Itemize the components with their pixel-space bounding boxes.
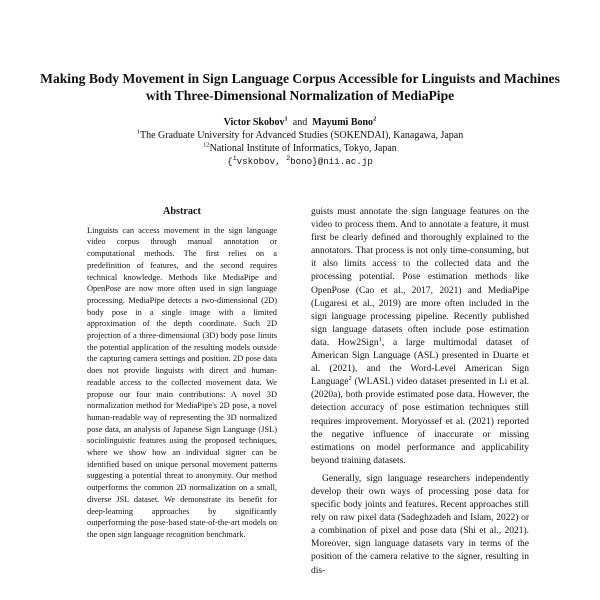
- paper-title: Making Body Movement in Sign Language Corpus Accessible for Linguists and Machines with Three-Dimensional Normalization of MediaPipe: [40, 71, 560, 103]
- author-1: Victor Skobov: [223, 117, 285, 128]
- affiliation-1-mark: 1: [136, 128, 140, 136]
- email-mark-2: 2: [286, 154, 291, 162]
- author-block: [40, 116, 560, 168]
- body-paragraph-1: [311, 206, 529, 468]
- body-p1-part-b: , a large multimodal dataset of American Sign Language (ASL) presented in Duarte et al. (2021), and the Word-Level American Sign Language: [311, 337, 529, 388]
- body-column: [311, 206, 529, 578]
- footnote-mark-1: 1: [378, 335, 382, 343]
- author-connector: and: [292, 117, 308, 128]
- email-mark-1: 1: [232, 154, 237, 162]
- footnote-mark-2: 2: [348, 375, 352, 383]
- abstract-section: [87, 206, 277, 541]
- email-mid: vskobov,: [236, 156, 287, 167]
- affiliation-1-text: The Graduate University for Advanced Studies (SOKENDAI), Kanagawa, Japan: [140, 130, 464, 141]
- author-2-mark: 2: [373, 115, 377, 123]
- affiliation-2: [40, 142, 560, 155]
- body-p1-part-a: guists must annotate the sign language features on the video to process them. And to annotate a feature, it must first be clearly defined and thoroughly explained to the annotators. That process is not only time-consuming, but it also limits access to the collected data and the processing potential. Pose estimation methods like OpenPose (Cao et al., 2017, 2021) and MediaPipe (Lugaresi et al., 2019) are more often included in the sign language processing pipeline. Recently published sign language datasets often include pose estimation data. How2Sign: [311, 207, 529, 348]
- author-names: [40, 116, 560, 129]
- body-p1-part-c: (WLASL) video dataset presented in Li et al. (2020a), both provide estimated pose data. However, the detection accuracy of pose estimation techniques still requires improvement. Moryossef et al. (2021) reported the negative influence of inaccurate or missing estimations on model performance and applicability beyond training datasets.: [311, 377, 529, 466]
- author-emails: [40, 155, 560, 168]
- email-prefix: {: [227, 156, 233, 167]
- affiliation-1: [40, 129, 560, 142]
- abstract-heading: Abstract: [163, 206, 201, 217]
- abstract-text: Linguists can access movement in the sign language video corpus through manual annotation or computational methods. The first relies on a predefinition of features, and the second requires technical knowledge. Methods like MediaPipe and OpenPose are now more often used in sign language processing. MediaPipe detects a two-dimensional (2D) body pose in a single image with a limited approximation of the depth coordinate. Such 2D projection of a three-dimensional (3D) body pose limits the potential application of the resulting models outside the capturing camera settings and position. 2D pose data does not provide linguists with direct and human-readable access to the collected movement data. We propose our four main contributions: A novel 3D normalization method for MediaPipe's 2D pose, a novel human-readable way of representing the 3D normalized pose data, an analysis of Japanese Sign Language (JSL) sociolinguistic features using the proposed techniques, where we show how an individual signer can be identified based on unique personal movement patterns suggesting a potential threat to anonymity. Our method outperforms the common 2D normalization on a small, diverse JSL dataset. We demonstrate its benefit for deep-learning approaches by significantly outperforming the pose-based state-of-the-art models on the open sign language recognition benchmark.: [87, 225, 277, 539]
- email-suffix: bono}@nii.ac.jp: [290, 156, 373, 167]
- author-1-mark: 1: [284, 115, 288, 123]
- author-2: Mayumi Bono: [312, 117, 374, 128]
- body-paragraph-2: Generally, sign language researchers independently develop their own ways of processing pose data for specific body joints and features. Recent approaches still rely on raw pixel data (Sadeghzadeh and Islam, 2022) or a combination of pixel and pose data (Shi et al., 2021). Moreover, sign language datasets vary in terms of the position of the camera relative to the signer, resulting in dis-: [311, 473, 529, 576]
- affiliation-2-mark: 12: [203, 141, 210, 149]
- affiliation-2-text: National Institute of Informatics, Tokyo, Japan: [209, 143, 397, 154]
